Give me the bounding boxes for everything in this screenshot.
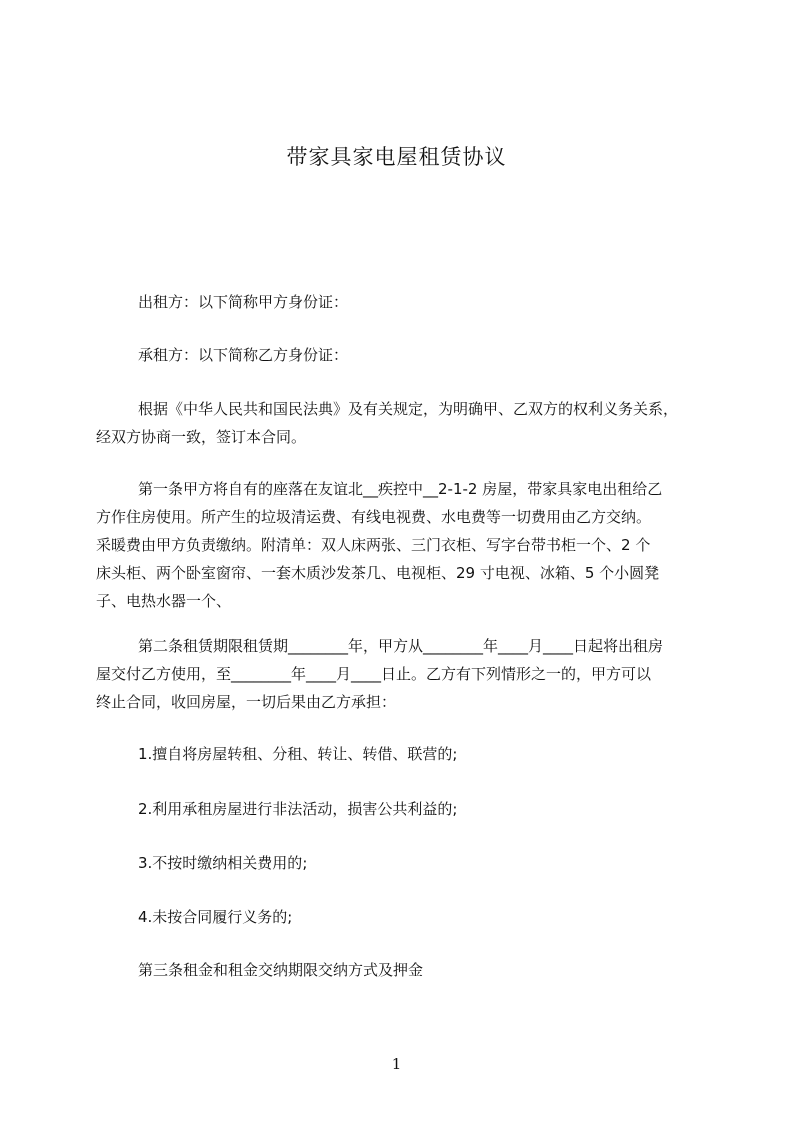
article-2-paragraph <box>96 632 706 716</box>
article-1-line: 采暖费由甲方负责缴纳。附清单：双人床两张、三门衣柜、写字台带书柜一个、2 个 <box>96 536 651 554</box>
article-1-line: 床头柜、两个卧室窗帘、一套木质沙发茶几、电视柜、29 寸电视、冰箱、5 个小圆凳 <box>96 564 660 582</box>
article-2-line: 第二条租赁期限租赁期________年，甲方从________年____月____日起将出租房 <box>138 637 664 655</box>
article-1-line: 第一条甲方将自有的座落在友谊北__疾控中__2-1-2 房屋，带家具家电出租给乙 <box>138 480 663 498</box>
lessor-line: 出租方：以下简称甲方身份证： <box>138 293 349 311</box>
clause-item-2: 2.利用承租房屋进行非法活动，损害公共利益的; <box>138 800 458 818</box>
clause-item-3: 3.不按时缴纳相关费用的; <box>138 854 308 872</box>
page-number: 1 <box>391 1055 402 1073</box>
preamble-line: 经双方协商一致，签订本合同。 <box>96 428 307 446</box>
article-3-heading: 第三条租金和租金交纳期限交纳方式及押金 <box>138 961 424 979</box>
article-2-line: 屋交付乙方使用，至________年____月____日止。乙方有下列情形之一的，甲方可以 <box>96 665 652 683</box>
preamble-line: 根据《中华人民共和国民法典》及有关规定，为明确甲、乙双方的权利义务关系， <box>138 400 679 418</box>
document-title: 带家具家电屋租赁协议 <box>286 145 507 169</box>
article-2-line: 终止合同，收回房屋，一切后果由乙方承担： <box>96 693 397 711</box>
clause-item-1: 1.擅自将房屋转租、分租、转让、转借、联营的; <box>138 745 458 763</box>
clause-item-4: 4.未按合同履行义务的; <box>138 908 293 926</box>
lessee-line: 承租方：以下简称乙方身份证： <box>138 346 349 364</box>
preamble-paragraph <box>96 395 706 451</box>
article-1-paragraph <box>96 475 706 615</box>
article-1-line: 子、电热水器一个、 <box>96 592 232 610</box>
article-1-line: 方作住房使用。所产生的垃圾清运费、有线电视费、水电费等一切费用由乙方交纳。 <box>96 508 652 526</box>
